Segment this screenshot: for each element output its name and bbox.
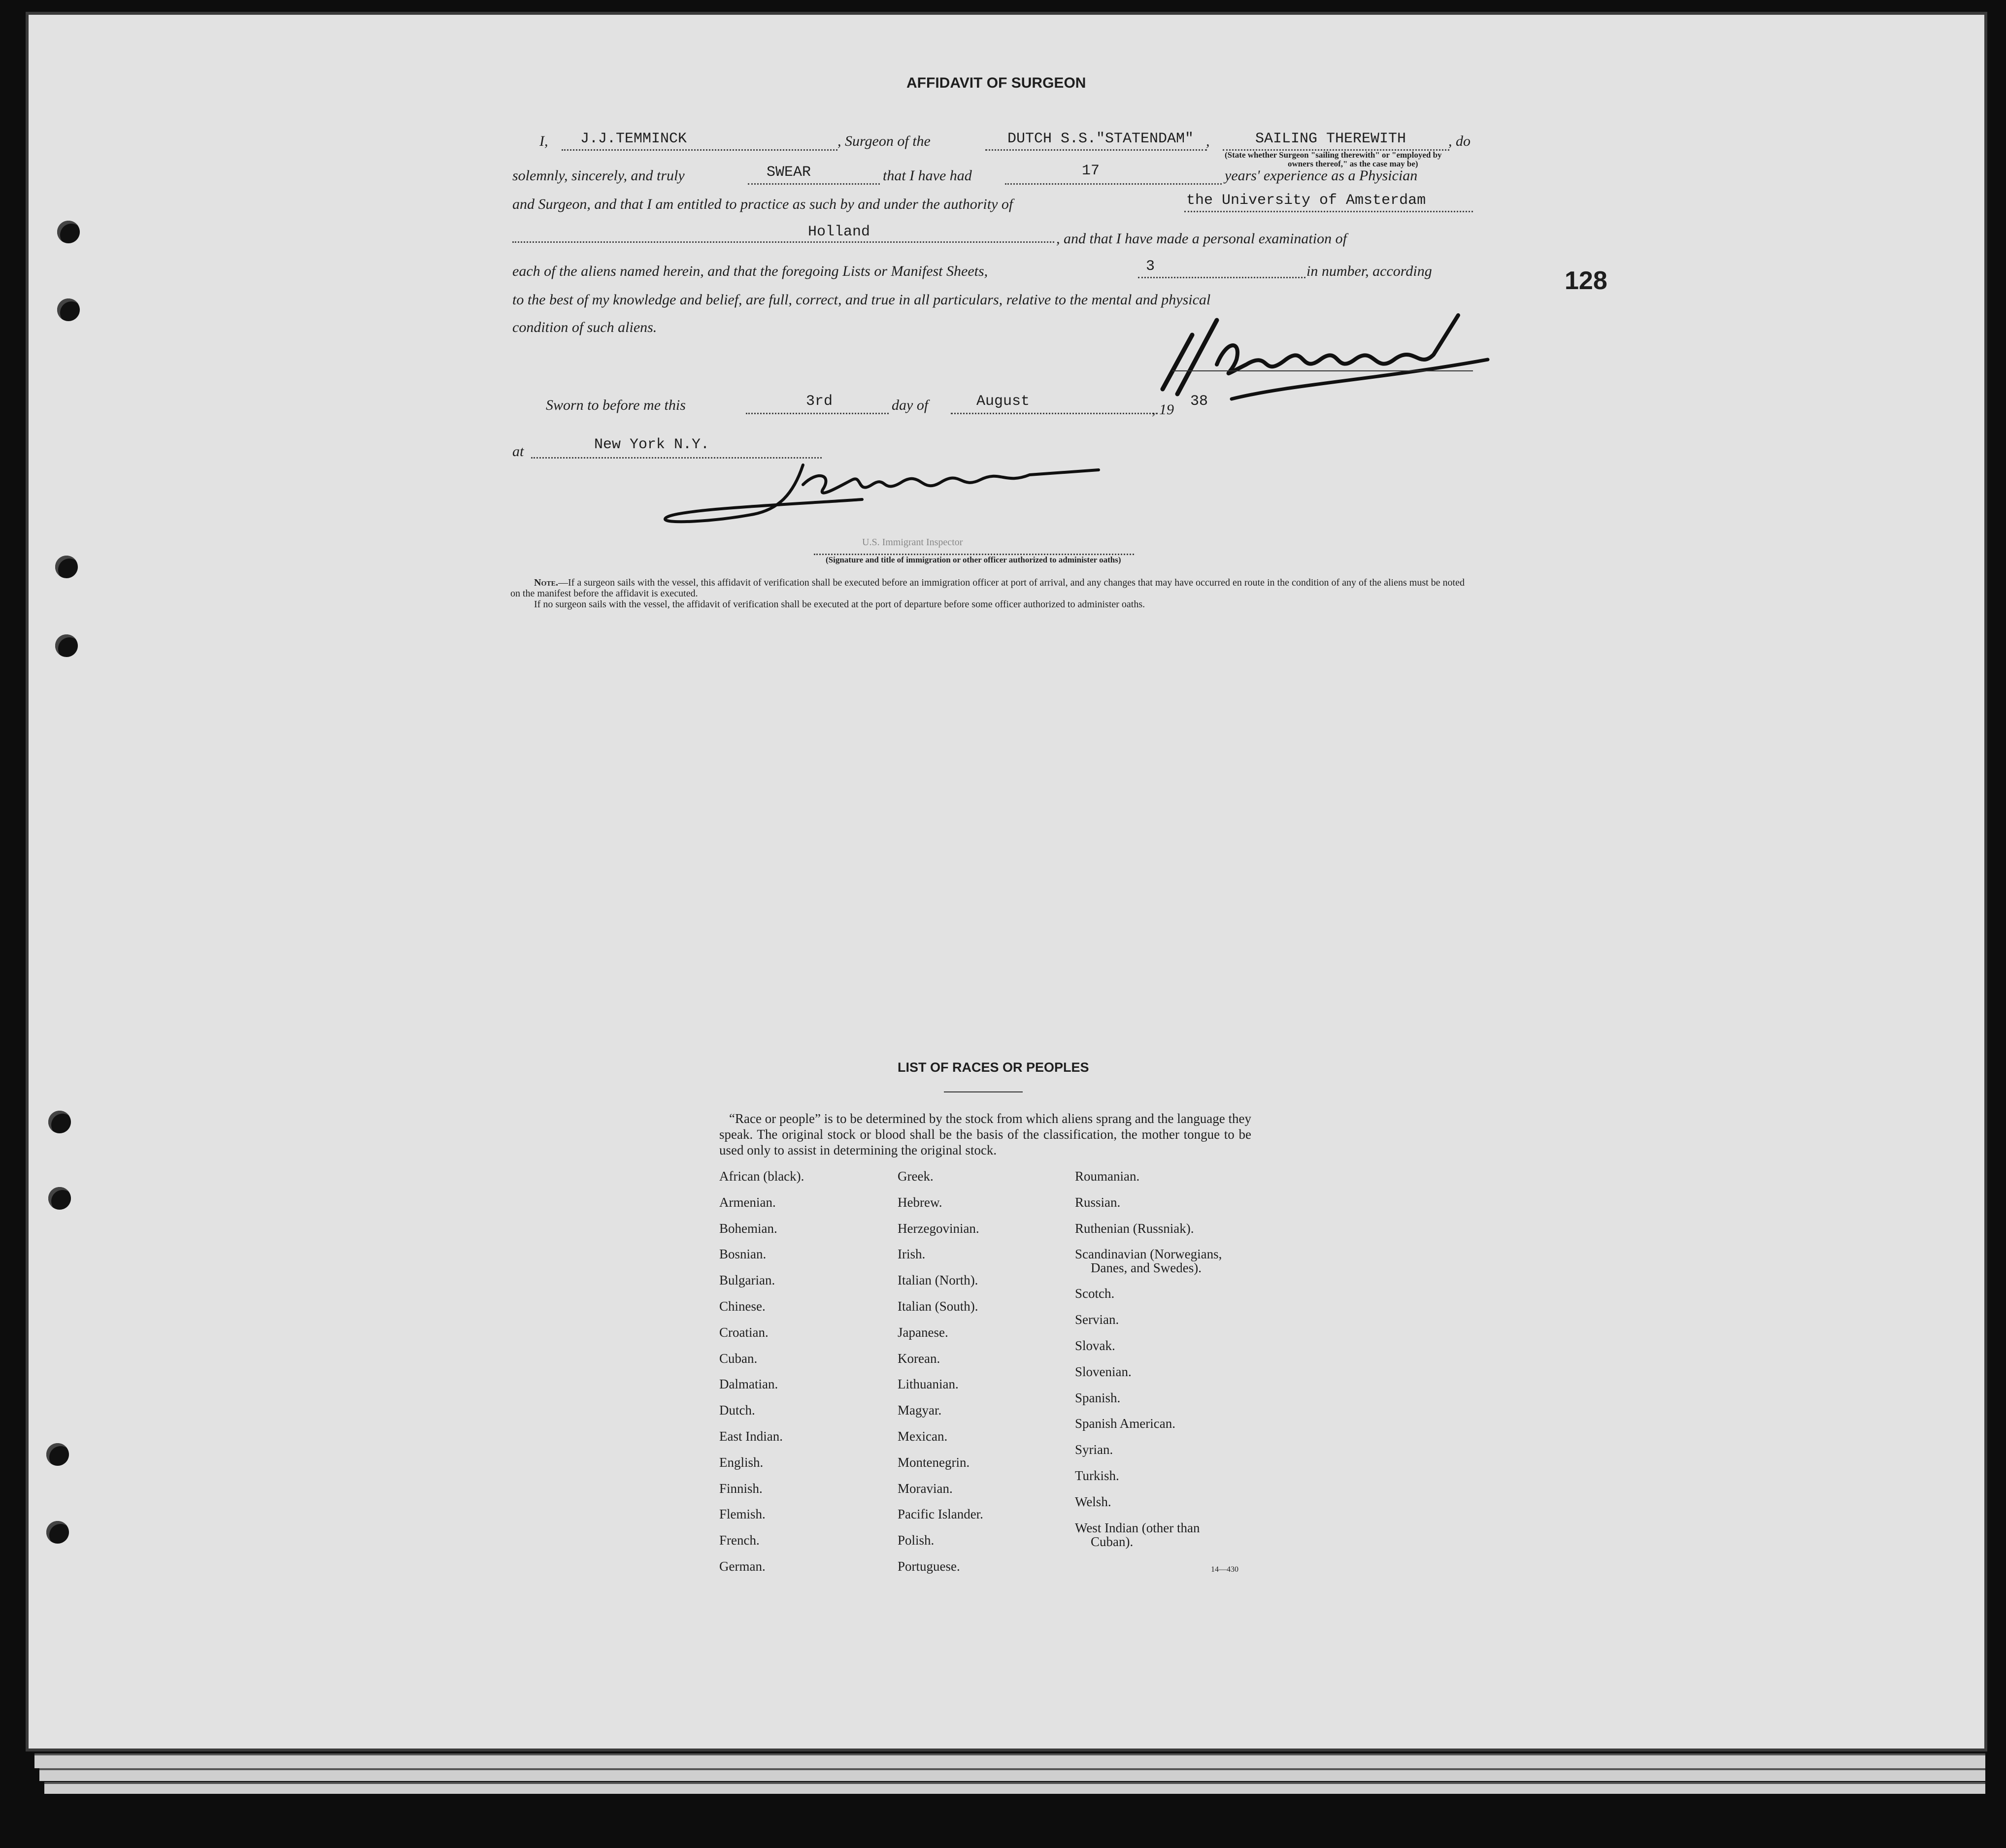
officer-signature <box>655 455 1128 534</box>
race-item: Bosnian. <box>719 1247 767 1262</box>
races-col-3 <box>1075 1169 1222 1560</box>
race-item: Slovak. <box>1075 1338 1115 1353</box>
race-item: Mexican. <box>898 1428 948 1444</box>
race-item: Polish. <box>898 1533 935 1548</box>
race-item: Dalmatian. <box>719 1377 778 1392</box>
sworn-month: August <box>976 393 1030 410</box>
binder-hole <box>57 298 80 321</box>
affidavit-text: in number, according <box>1306 263 1432 279</box>
race-item: Magyar. <box>898 1403 942 1418</box>
affidavit-text: solemnly, sincerely, and truly <box>512 167 685 184</box>
race-item: English. <box>719 1454 764 1470</box>
affidavit-text: each of the aliens named herein, and that the foregoing Lists or Manifest Sheets, <box>512 263 988 279</box>
race-item: Japanese. <box>898 1324 948 1340</box>
sheets-count: 3 <box>1146 258 1155 275</box>
note-label: Note. <box>534 577 559 588</box>
race-item: Italian (North). <box>898 1273 978 1288</box>
vessel-line <box>985 149 1207 151</box>
affidavit-text: I, <box>539 133 548 149</box>
page-edge <box>44 1782 1985 1794</box>
binder-hole <box>55 634 78 657</box>
binder-hole <box>55 556 78 578</box>
officer-caption: (Signature and title of immigration or other officer authorized to administer oaths) <box>826 555 1121 564</box>
manifest-page <box>29 15 1984 1749</box>
race-item: Chinese. <box>719 1298 766 1314</box>
affidavit-text: , Surgeon of the <box>837 133 931 149</box>
authority-name: the University of Amsterdam <box>1186 192 1426 209</box>
race-item: Scotch. <box>1075 1286 1115 1301</box>
race-item: Greek. <box>898 1169 934 1184</box>
oath-type: SWEAR <box>767 164 811 181</box>
affidavit-text: condition of such aliens. <box>512 319 657 335</box>
surgeon-signature <box>1143 305 1498 404</box>
races-col-1 <box>719 1169 804 1585</box>
note-text: —If a surgeon sails with the vessel, this affidavit of verification shall be executed before an immigration officer at port of arrival, and any changes that may have occurred en route in the condition of any of the aliens must be noted on the manifest before the affidavit is executed. <box>510 577 1465 599</box>
oath-line <box>748 183 880 185</box>
race-item: African (black). <box>719 1169 804 1184</box>
race-item: East Indian. <box>719 1428 783 1444</box>
race-item: Flemish. <box>719 1507 766 1522</box>
race-item: Danes, and Swedes). <box>1091 1260 1202 1276</box>
race-item: West Indian (other than <box>1075 1520 1200 1535</box>
races-col-2 <box>898 1169 983 1585</box>
race-item: Bulgarian. <box>719 1273 775 1288</box>
officer-title: U.S. Immigrant Inspector <box>862 537 963 548</box>
race-item: Hebrew. <box>898 1194 942 1210</box>
race-item: Cuban. <box>719 1351 758 1366</box>
races-title-rule <box>944 1091 1023 1092</box>
race-item: Welsh. <box>1075 1494 1111 1509</box>
affidavit-text: and Surgeon, and that I am entitled to practice as such by and under the authority of <box>512 196 1013 212</box>
authority-line <box>1184 211 1473 212</box>
race-item: Irish. <box>898 1247 926 1262</box>
surgeon-name: J.J.TEMMINCK <box>580 131 687 147</box>
race-item: Ruthenian (Russniak). <box>1075 1221 1194 1236</box>
race-item: Roumanian. <box>1075 1169 1140 1184</box>
race-item: Portuguese. <box>898 1558 960 1574</box>
day-of-label: day of <box>892 397 929 413</box>
sworn-label: Sworn to before me this <box>546 397 686 413</box>
race-item: Finnish. <box>719 1481 763 1496</box>
page-edge <box>34 1753 1985 1768</box>
race-item: Montenegrin. <box>898 1454 970 1470</box>
sworn-year: 38 <box>1190 393 1208 410</box>
race-item: Slovenian. <box>1075 1364 1132 1379</box>
affidavit-note <box>510 577 1471 610</box>
race-item: German. <box>719 1558 766 1574</box>
form-number: 14—430 <box>1211 1565 1238 1574</box>
status-note: (State whether Surgeon "sailing therewith" or "employed by <box>1225 150 1442 160</box>
affidavit-title: AFFIDAVIT OF SURGEON <box>906 75 1086 91</box>
month-line <box>951 413 1158 414</box>
race-item: Spanish American. <box>1075 1416 1175 1431</box>
binder-hole <box>46 1521 69 1544</box>
binder-hole <box>48 1111 71 1133</box>
races-intro-text: “Race or people” is to be determined by the stock from which aliens sprang and the language they speak. The original stock or blood shall be the basis of the classification, the mother tongue to be used only to assist in determining the original stock. <box>719 1111 1251 1157</box>
surgeon-signature-line <box>1172 370 1473 371</box>
day-line <box>746 413 889 414</box>
note-text: If no surgeon sails with the vessel, the affidavit of verification shall be executed at the port of departure before some officer authorized to administer oaths. <box>534 599 1145 610</box>
surgeon-status: SAILING THEREWITH <box>1255 131 1406 147</box>
authority-line-2 <box>512 241 1054 243</box>
affidavit-text: that I have had <box>883 167 972 184</box>
race-item: Moravian. <box>898 1481 953 1496</box>
races-intro <box>719 1111 1251 1158</box>
race-item: Armenian. <box>719 1194 776 1210</box>
race-item: Korean. <box>898 1351 940 1366</box>
year-prefix: , 19 <box>1152 401 1174 418</box>
affidavit-text: , do <box>1448 133 1471 149</box>
page-number: 128 <box>1565 266 1607 295</box>
race-item: Spanish. <box>1075 1390 1121 1405</box>
page-edge <box>39 1768 1985 1781</box>
race-item: Syrian. <box>1075 1442 1113 1457</box>
affidavit-text: , <box>1206 133 1210 149</box>
affidavit-text: , and that I have made a personal examination of <box>1056 231 1347 247</box>
years-line <box>1005 183 1222 185</box>
years-experience: 17 <box>1082 163 1100 179</box>
affidavit-text: years' experience as a Physician <box>1225 167 1418 184</box>
race-item: French. <box>719 1533 760 1548</box>
race-item: Dutch. <box>719 1403 755 1418</box>
race-item: Herzegovinian. <box>898 1221 979 1236</box>
races-title: LIST OF RACES OR PEOPLES <box>898 1060 1089 1075</box>
race-item: Croatian. <box>719 1324 769 1340</box>
race-item: Scandinavian (Norwegians, <box>1075 1247 1222 1262</box>
sheets-line <box>1138 277 1305 278</box>
race-item: Lithuanian. <box>898 1377 959 1392</box>
binder-hole <box>48 1187 71 1210</box>
status-note: owners thereof," as the case may be) <box>1288 159 1418 168</box>
surgeon-name-line <box>562 149 837 151</box>
binder-hole <box>46 1443 69 1466</box>
affidavit-text: to the best of my knowledge and belief, are full, correct, and true in all particulars, relative to the mental and physical <box>512 292 1211 308</box>
race-item: Cuban). <box>1091 1534 1134 1549</box>
at-label: at <box>512 443 524 460</box>
race-item: Pacific Islander. <box>898 1507 983 1522</box>
race-item: Italian (South). <box>898 1298 978 1314</box>
authority-country: Holland <box>808 224 870 240</box>
race-item: Servian. <box>1075 1312 1119 1327</box>
vessel-name: DUTCH S.S."STATENDAM" <box>1007 131 1194 147</box>
sworn-place: New York N.Y. <box>594 436 710 453</box>
race-item: Turkish. <box>1075 1468 1119 1483</box>
sworn-day: 3rd <box>806 393 833 410</box>
binder-hole <box>57 221 80 243</box>
race-item: Bohemian. <box>719 1221 777 1236</box>
race-item: Russian. <box>1075 1194 1121 1210</box>
